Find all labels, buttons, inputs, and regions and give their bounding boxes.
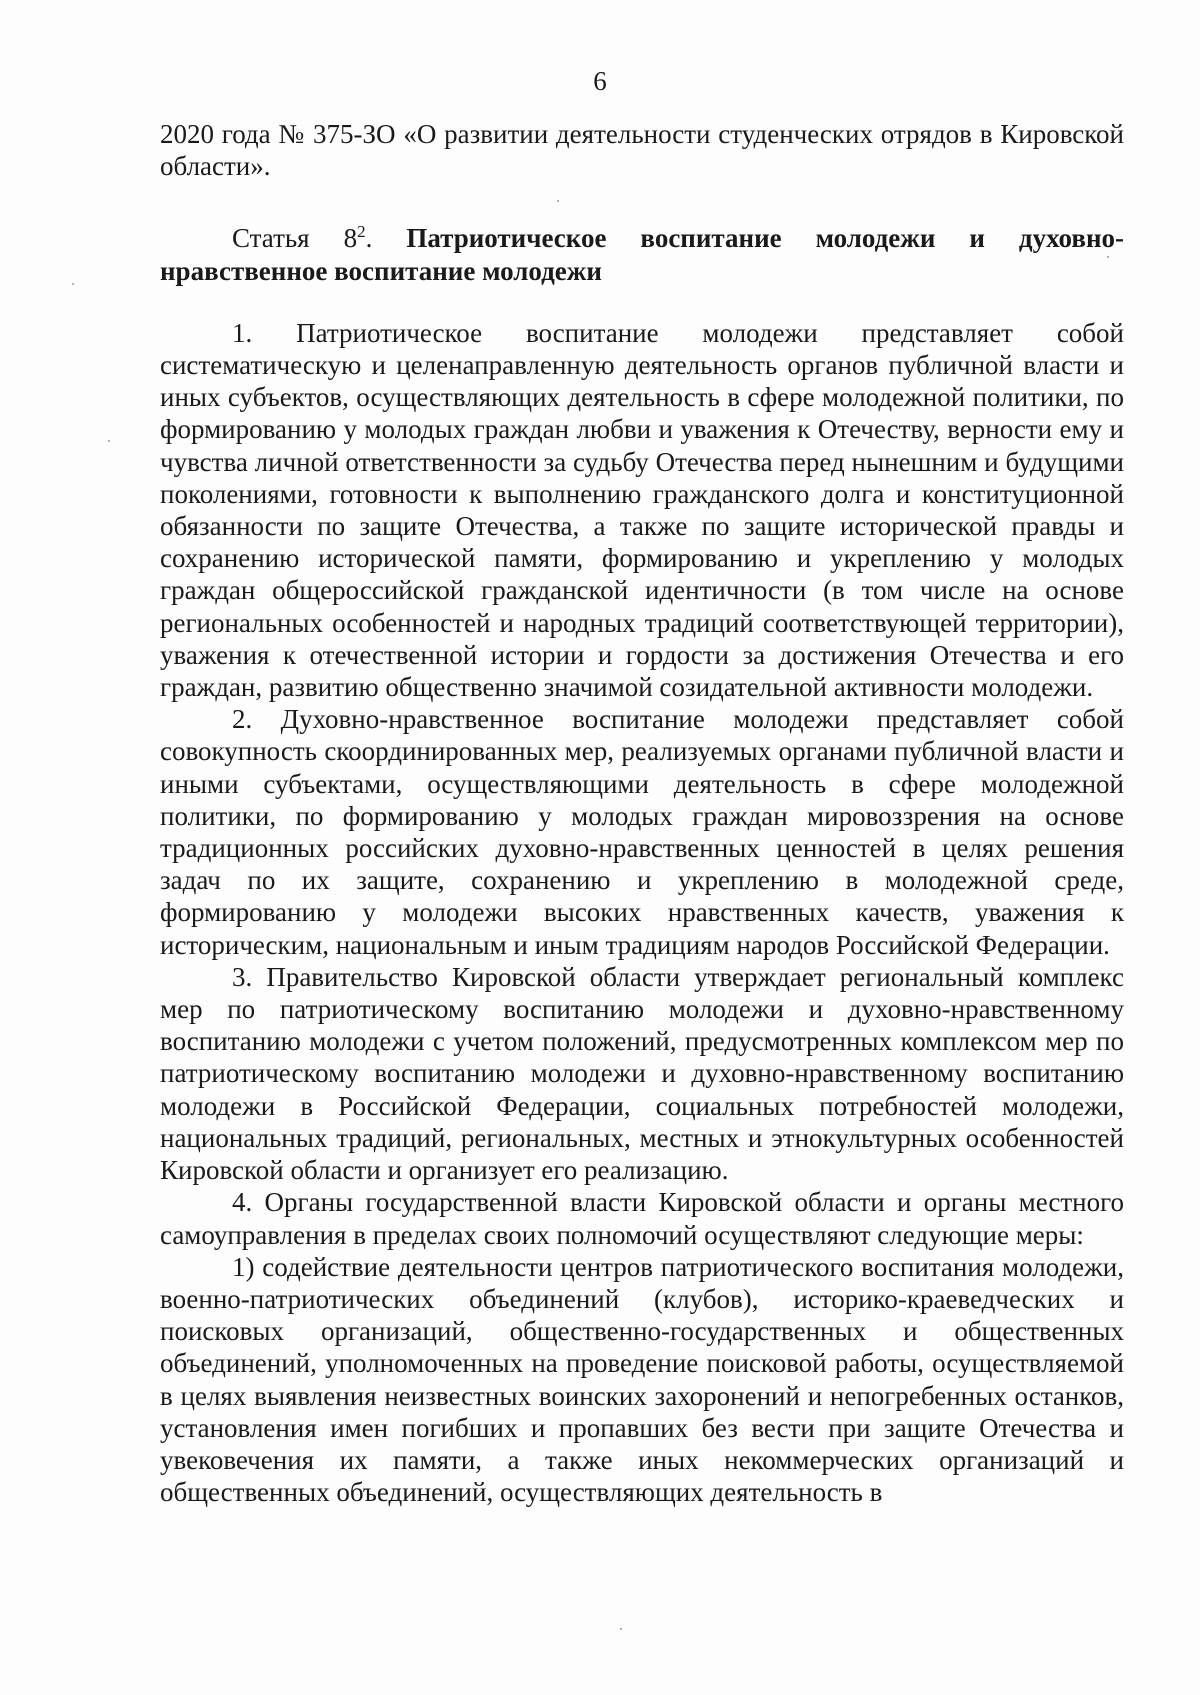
scan-speck (108, 440, 110, 442)
document-body (160, 118, 1124, 1508)
paragraph-1: 1. Патриотическое воспитание молодежи представляет собой систематическую и целенаправленную деятельность органов публичной власти и иных субъектов, осуществляющих деятельность в сфере молодежной политики, по формированию у молодых граждан любви и уважения к Отечеству, верности ему и чувства личной ответственности за судьбу Отечества перед нынешним и будущими поколениями, готовности к выполнению гражданского долга и конституционной обязанности по защите Отечества, а также по защите исторической правды и сохранению исторической памяти, формированию и укреплению у молодых граждан общероссийской гражданской идентичности (в том числе на основе региональных особенностей и народных традиций соответствующей территории), уважения к отечественной истории и гордости за достижения Отечества и его граждан, развитию общественно значимой созидательной активности молодежи. (160, 317, 1124, 703)
article-label: Статья 8 (232, 223, 358, 254)
scan-speck (72, 283, 74, 285)
article-label-suffix: . (365, 223, 373, 254)
article-title: Патриотическое воспитание молодежи и духовно-нравственное воспитание молодежи (160, 223, 1125, 286)
page-number: 6 (593, 66, 607, 96)
scan-speck (620, 1628, 622, 1630)
paragraph-2: 2. Духовно-нравственное воспитание молодежи представляет собой совокупность скоординированных мер, реализуемых органами публичной власти и иными субъектами, осуществляющими деятельность в сфере молодежной политики, по формированию у молодых граждан мировоззрения на основе традиционных российских духовно-нравственных ценностей в целях решения задач по их защите, сохранению и укреплению в молодежной среде, формированию у молодежи высоких нравственных качеств, уважения к историческим, национальным и иным традициям народов Российской Федерации. (160, 704, 1124, 960)
article-superscript: 2 (357, 222, 366, 242)
scan-speck (1107, 256, 1109, 258)
article-heading (160, 222, 1124, 286)
scan-speck (557, 200, 559, 202)
intro-paragraph: 2020 года № 375-ЗО «О развитии деятельности студенческих отрядов в Кировской области». (160, 119, 1124, 182)
paragraph-4: 4. Органы государственной власти Кировской области и органы местного самоуправления в пределах своих полномочий осуществляют следующие меры: (160, 1187, 1124, 1250)
paragraph-3: 3. Правительство Кировской области утверждает региональный комплекс мер по патриотическому воспитанию молодежи и духовно-нравственному воспитанию молодежи с учетом положений, предусмотренных комплексом мер по патриотическому воспитанию молодежи и духовно-нравственному воспитанию молодежи в Российской Федерации, социальных потребностей молодежи, национальных традиций, региональных, местных и этнокультурных особенностей Кировской области и организует его реализацию. (160, 961, 1124, 1186)
paragraph-4-item-1: 1) содействие деятельности центров патриотического воспитания молодежи, военно-патриотических объединений (клубов), историко-краеведческих и поисковых организаций, общественно-государственных и общественных объединений, уполномоченных на проведение поисковой работы, осуществляемой в целях выявления неизвестных воинских захоронений и непогребенных останков, установления имен погибших и пропавших без вести при защите Отечества и увековечения их памяти, а также иных некоммерческих организаций и общественных объединений, осуществляющих деятельность в (160, 1251, 1124, 1508)
